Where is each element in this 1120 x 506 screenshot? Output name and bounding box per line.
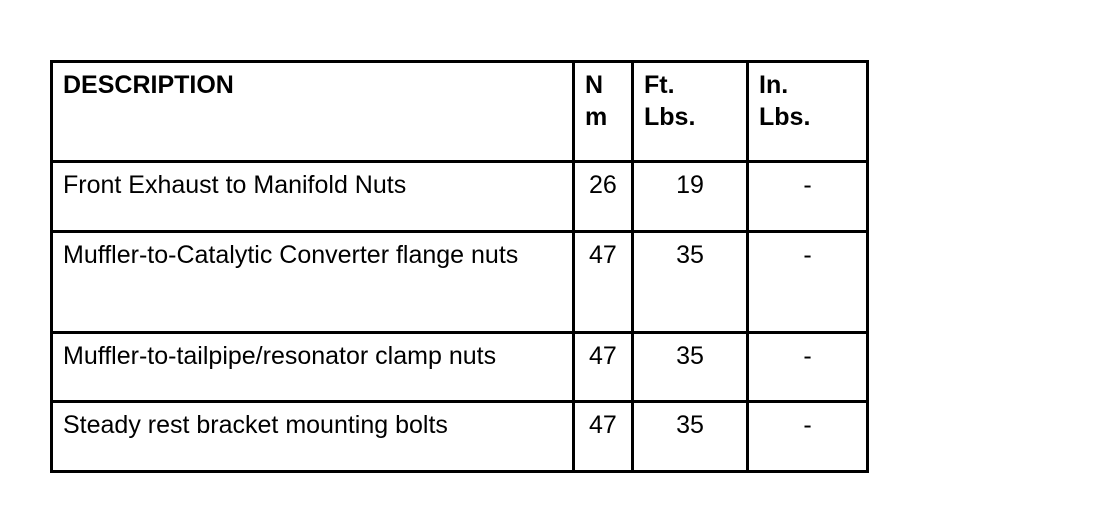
cell-description: Muffler-to-tailpipe/resonator clamp nuts: [52, 332, 574, 402]
table-header-row: [52, 62, 868, 162]
cell-ft-lbs: 35: [633, 332, 748, 402]
cell-nm: 47: [574, 402, 633, 472]
cell-in-lbs: -: [748, 332, 868, 402]
cell-in-lbs: -: [748, 402, 868, 472]
cell-ft-lbs: 19: [633, 162, 748, 232]
header-ft-lbs: [633, 62, 748, 162]
cell-description: Muffler-to-Catalytic Converter flange nuts: [52, 232, 574, 332]
header-nm-line2: m: [585, 103, 608, 131]
cell-in-lbs: -: [748, 232, 868, 332]
header-description-label: DESCRIPTION: [63, 71, 234, 99]
cell-description: Steady rest bracket mounting bolts: [52, 402, 574, 472]
torque-specifications-table: [50, 60, 869, 473]
header-ft-line1: Ft.: [644, 71, 675, 99]
table-row: [52, 402, 868, 472]
cell-ft-lbs: 35: [633, 232, 748, 332]
table-row: [52, 162, 868, 232]
header-nm-line1: N: [585, 71, 604, 99]
header-ft-line2: Lbs.: [644, 103, 696, 131]
table-row: [52, 332, 868, 402]
header-in-lbs: [748, 62, 868, 162]
header-in-line1: In.: [759, 71, 789, 99]
cell-description: Front Exhaust to Manifold Nuts: [52, 162, 574, 232]
cell-nm: 47: [574, 332, 633, 402]
header-description: [52, 62, 574, 162]
cell-nm: 47: [574, 232, 633, 332]
cell-in-lbs: -: [748, 162, 868, 232]
table-row: [52, 232, 868, 332]
cell-ft-lbs: 35: [633, 402, 748, 472]
cell-nm: 26: [574, 162, 633, 232]
header-nm: [574, 62, 633, 162]
header-in-line2: Lbs.: [759, 103, 811, 131]
